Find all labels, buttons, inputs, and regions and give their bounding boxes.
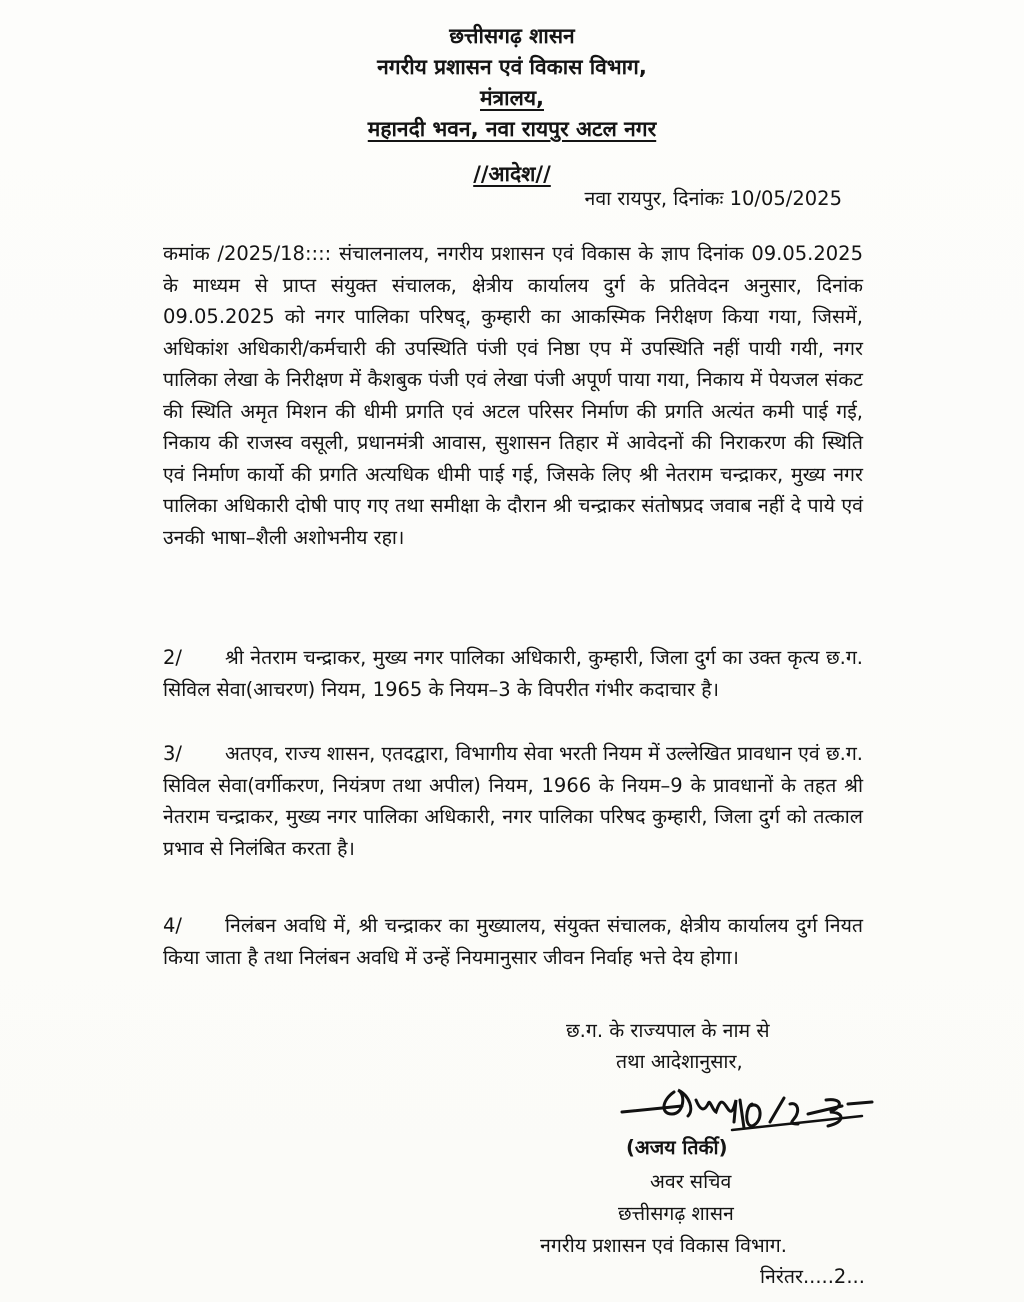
paragraph-3-number: 3/ xyxy=(163,742,182,765)
continued-marker: निरंतर.....2... xyxy=(760,1265,865,1288)
paragraph-3-text: अतएव, राज्य शासन, एतदद्वारा, विभागीय सेवा भरती नियम में उल्लेखित प्रावधान एवं छ.ग. सिविल सेवा(वर्गीकरण, नियंत्रण तथा अपील) नियम, 1966 के नियम–9 के प्रावधानों के तहत श्री नेतराम चन्द्राकर, मुख्य नगर पालिका अधिकारी, नगर पालिका परिषद कुम्हारी, जिला दुर्ग को तत्काल प्रभाव से निलंबित करता है। xyxy=(163,742,863,860)
paragraph-2-number: 2/ xyxy=(163,646,182,669)
signatory-name: (अजय तिर्की) xyxy=(626,1136,728,1159)
header-government: छत्तीसगढ़ शासन xyxy=(449,24,575,48)
signatory-department: नगरीय प्रशासन एवं विकास विभाग. xyxy=(540,1234,787,1257)
header-ministry-text: मंत्रालय, xyxy=(480,86,544,110)
paragraph-2 xyxy=(163,642,863,705)
paragraph-2-text: श्री नेतराम चन्द्राकर, मुख्य नगर पालिका अधिकारी, कुम्हारी, जिला दुर्ग का उक्त कृत्य छ.ग. सिविल सेवा(आचरण) नियम, 1965 के नियम–3 के विपरीत गंभीर कदाचार है। xyxy=(163,646,863,701)
paragraph-1: कमांक /2025/18:::: संचालनालय, नगरीय प्रशासन एवं विकास के ज्ञाप दिनांक 09.05.2025 के माध्यम से प्राप्त संयुक्त संचालक, क्षेत्रीय कार्यालय दुर्ग के प्रतिवेदन अनुसार, दिनांक 09.05.2025 को नगर पालिका परिषद्, कुम्हारी का आकस्मिक निरीक्षण किया गया, जिसमें, अधिकांश अधिकारी/कर्मचारी की उपस्थिति पंजी एवं निष्ठा एप में उपस्थिति नहीं पायी गयी, नगर पालिका लेखा के निरीक्षण में कैशबुक पंजी एवं लेखा पंजी अपूर्ण पाया गया, निकाय में पेयजल संकट की स्थिति अमृत मिशन की धीमी प्रगति एवं अटल परिसर निर्माण की प्रगति अत्यंत कमी पाई गई, निकाय की राजस्व वसूली, प्रधानमंत्री आवास, सुशासन तिहार में आवेदनों की निराकरण की स्थिति एवं निर्माण कार्यो की प्रगति अत्यधिक धीमी पाई गई, जिसके लिए श्री नेतराम चन्द्राकर, मुख्य नगर पालिका अधिकारी दोषी पाए गए तथा समीक्षा के दौरान श्री चन्द्राकर संतोषप्रद जवाब नहीं दे पाये एवं उनकी भाषा–शैली अशोभनीय रहा। xyxy=(163,242,863,549)
paragraph-4-text: निलंबन अवधि में, श्री चन्द्राकर का मुख्यालय, संयुक्त संचालक, क्षेत्रीय कार्यालय दुर्ग नियत किया जाता है तथा निलंबन अवधि में उन्हें नियमानुसार जीवन निर्वाह भत्ते देय होगा। xyxy=(163,914,863,969)
paragraph-4 xyxy=(163,910,863,973)
paragraph-3 xyxy=(163,738,863,864)
handwritten-signature xyxy=(612,1070,892,1140)
signature-order-line: तथा आदेशानुसार, xyxy=(616,1050,743,1073)
signature-authority-line: छ.ग. के राज्यपाल के नाम से xyxy=(566,1019,770,1042)
order-title xyxy=(0,160,1024,188)
header-address xyxy=(0,115,1024,143)
signatory-designation: अवर सचिव xyxy=(650,1170,732,1193)
order-title-text: //आदेश// xyxy=(473,162,551,186)
header-department: नगरीय प्रशासन एवं विकास विभाग, xyxy=(377,55,647,79)
signatory-government: छत्तीसगढ़ शासन xyxy=(618,1202,734,1225)
header-ministry xyxy=(0,84,1024,112)
date-line: नवा रायपुर, दिनांकः 10/05/2025 xyxy=(584,187,842,210)
header-address-text: महानदी भवन, नवा रायपुर अटल नगर xyxy=(367,117,657,141)
paragraph-4-number: 4/ xyxy=(163,914,182,937)
